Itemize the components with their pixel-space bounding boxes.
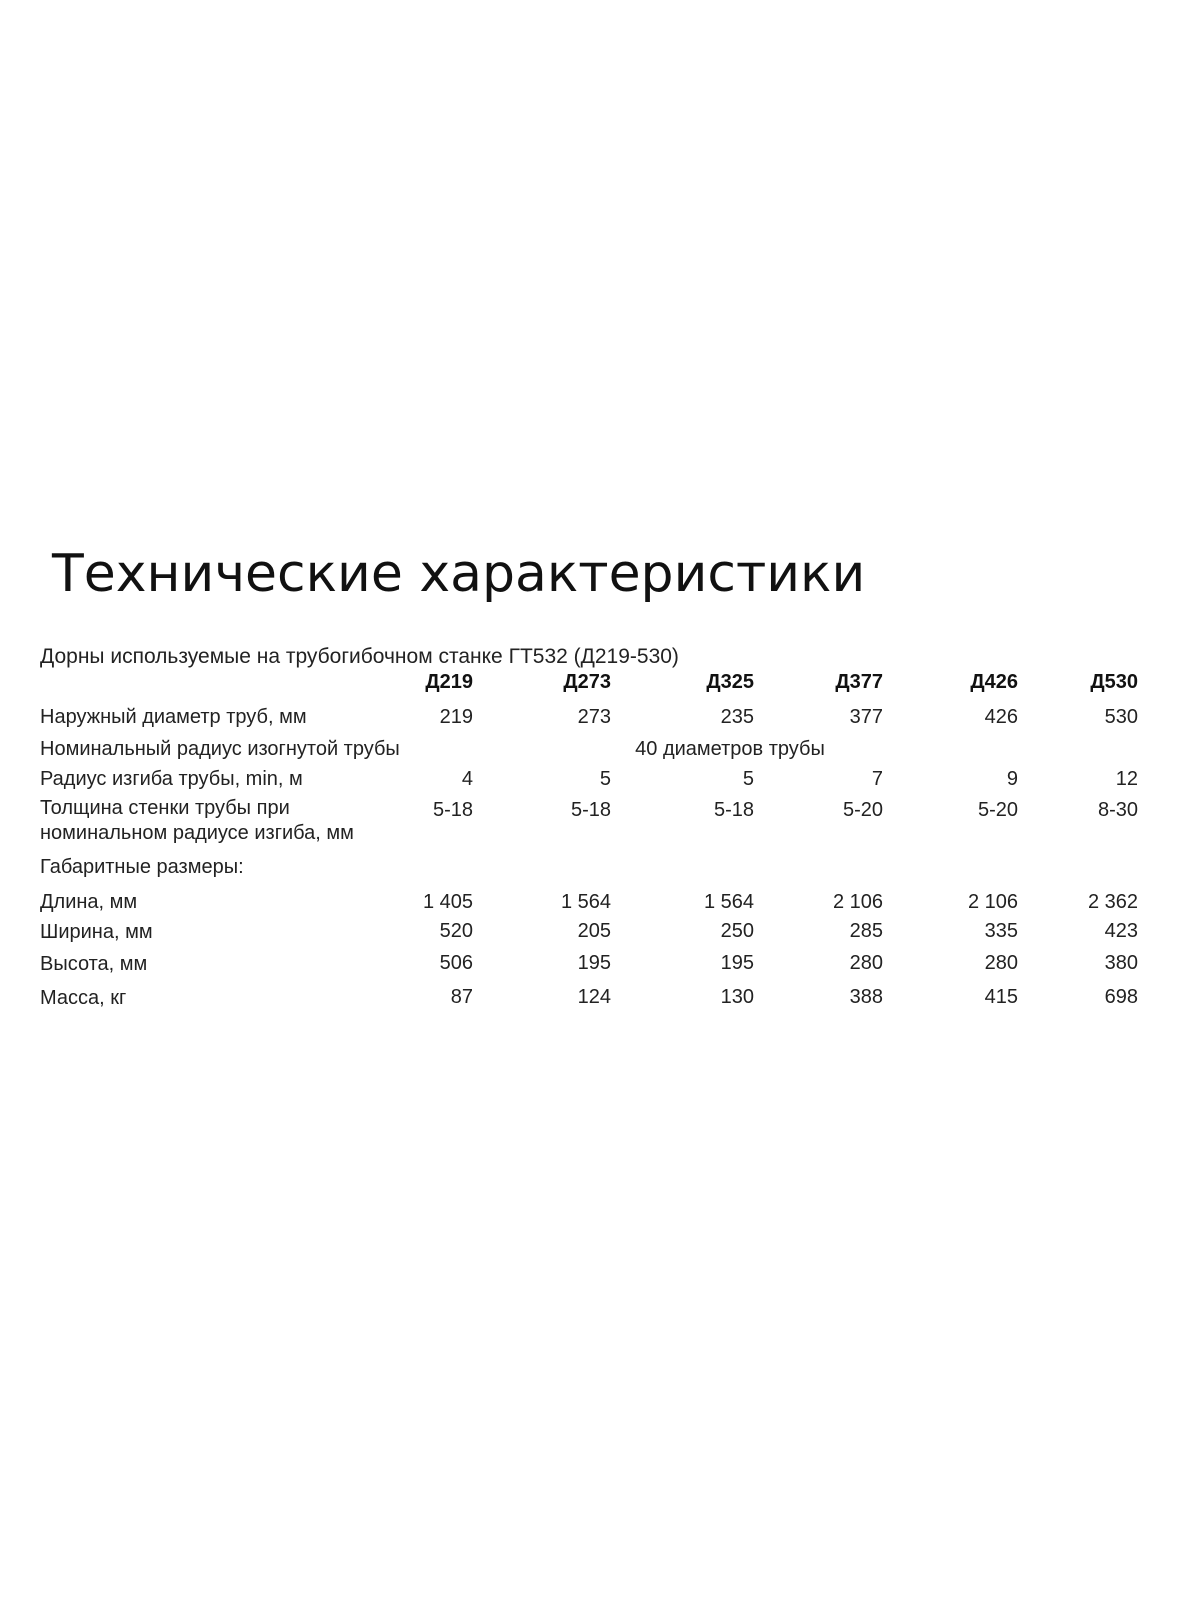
- table-cell: 426: [984, 706, 1018, 728]
- column-header: Д377: [835, 671, 883, 693]
- table-cell: 5-20: [842, 799, 883, 821]
- column-header: Д426: [970, 671, 1018, 693]
- table-cell: 698: [1104, 986, 1138, 1008]
- table-cell: 1 405: [422, 891, 473, 913]
- table-cell: 5-18: [713, 799, 754, 821]
- column-header: Д325: [706, 671, 754, 693]
- table-cell: 5-18: [432, 799, 473, 821]
- table-cell: 2 106: [967, 891, 1018, 913]
- table-cell: 280: [984, 952, 1018, 974]
- table-cell: 380: [1104, 952, 1138, 974]
- table-cell: 506: [439, 952, 473, 974]
- table-caption: Дорны используемые на трубогибочном станке ГТ532 (Д219-530): [40, 645, 679, 668]
- table-cell: 87: [450, 986, 473, 1008]
- row-label: Масса, кг: [40, 987, 127, 1009]
- table-cell: 7: [871, 768, 883, 790]
- table-cell: 285: [849, 920, 883, 942]
- row-label-line: Толщина стенки трубы при: [40, 797, 290, 819]
- section-label: Габаритные размеры:: [40, 856, 244, 878]
- table-cell: 415: [984, 986, 1018, 1008]
- table-cell: 9: [1006, 768, 1018, 790]
- row-label: Высота, мм: [40, 953, 148, 975]
- table-cell: 273: [577, 706, 611, 728]
- table-cell: 250: [720, 920, 754, 942]
- table-cell: 195: [720, 952, 754, 974]
- table-cell: 335: [984, 920, 1018, 942]
- row-label: Номинальный радиус изогнутой трубы: [40, 738, 400, 760]
- column-header: Д219: [425, 671, 473, 693]
- row-label: Наружный диаметр труб, мм: [40, 706, 307, 728]
- table-cell: 195: [577, 952, 611, 974]
- table-cell: 8-30: [1097, 799, 1138, 821]
- table-cell: 5: [599, 768, 611, 790]
- table-cell: 423: [1104, 920, 1138, 942]
- table-cell: 280: [849, 952, 883, 974]
- table-cell: 235: [720, 706, 754, 728]
- table-cell: 219: [439, 706, 473, 728]
- table-cell: 388: [849, 986, 883, 1008]
- table-cell: 2 106: [832, 891, 883, 913]
- specifications-table: [40, 0, 1166, 1600]
- column-header: Д273: [563, 671, 611, 693]
- table-cell: 2 362: [1087, 891, 1138, 913]
- table-cell: 5-20: [977, 799, 1018, 821]
- table-cell: 5-18: [570, 799, 611, 821]
- table-cell: 1 564: [703, 891, 754, 913]
- table-cell: 377: [849, 706, 883, 728]
- merged-table-cell: 40 диаметров трубы: [635, 738, 825, 760]
- table-cell: 4: [461, 768, 473, 790]
- row-label: Длина, мм: [40, 891, 138, 913]
- row-label-line: номинальном радиусе изгиба, мм: [40, 822, 354, 844]
- row-label: Ширина, мм: [40, 921, 153, 943]
- table-cell: 124: [577, 986, 611, 1008]
- page-title: Технические характеристики: [52, 544, 866, 604]
- table-cell: 520: [439, 920, 473, 942]
- table-cell: 130: [720, 986, 754, 1008]
- table-cell: 205: [577, 920, 611, 942]
- table-cell: 530: [1104, 706, 1138, 728]
- column-header: Д530: [1090, 671, 1138, 693]
- table-cell: 1 564: [560, 891, 611, 913]
- table-cell: 12: [1115, 768, 1138, 790]
- table-cell: 5: [742, 768, 754, 790]
- row-label: Радиус изгиба трубы, min, м: [40, 768, 303, 790]
